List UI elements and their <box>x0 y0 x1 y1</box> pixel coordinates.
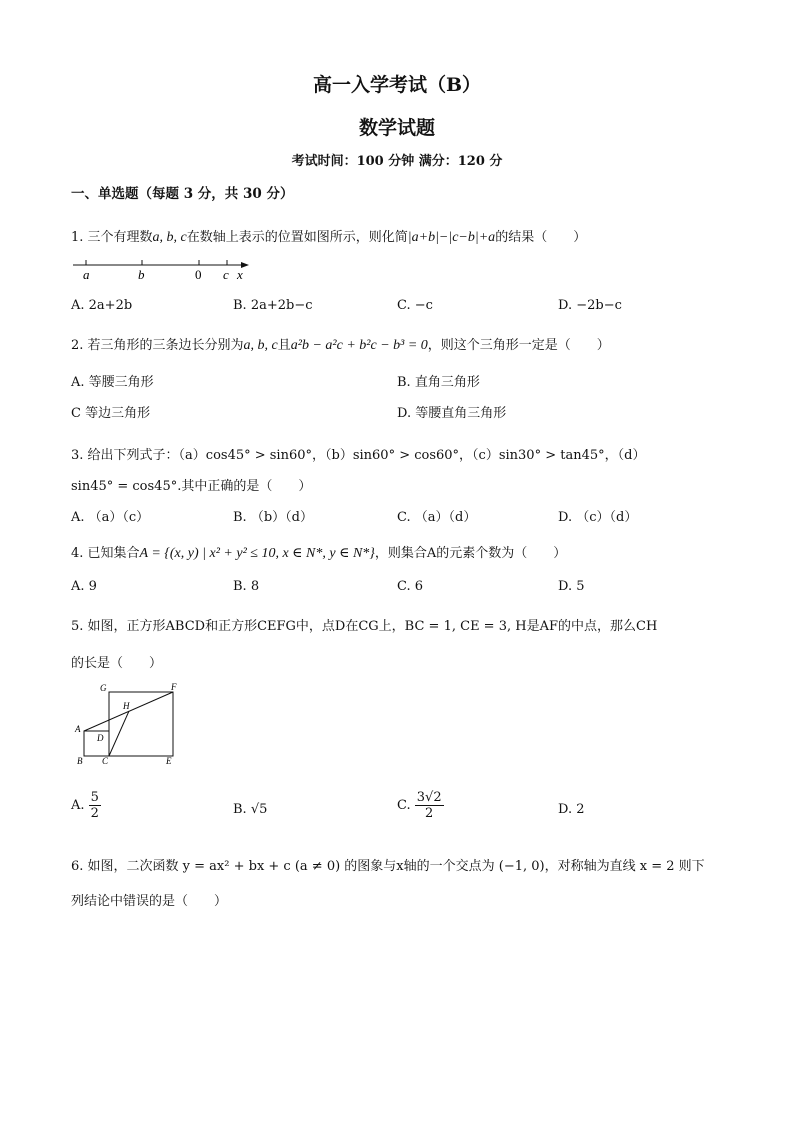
q1-option-c: C. −c <box>397 298 433 313</box>
q3-option-d: D. （c）（d） <box>558 510 638 525</box>
q2-option-b: B. 直角三角形 <box>397 375 480 390</box>
q2-prefix: 2. 若三角形的三条边长分别为 <box>71 338 244 353</box>
question-4 <box>71 542 566 562</box>
q3-option-c: C. （a）（d） <box>397 510 477 525</box>
fig-label-b: B <box>77 756 83 766</box>
q1-suffix: 的结果（ ） <box>495 230 587 245</box>
axis-label-b: b <box>138 267 145 282</box>
q4-option-b: B. 8 <box>233 579 260 594</box>
q1-mid: 在数轴上表示的位置如图所示，则化简 <box>186 230 408 245</box>
fig-label-a: A <box>75 724 81 734</box>
fig-label-e: E <box>166 756 172 766</box>
question-1 <box>71 226 586 246</box>
q2-option-d: D. 等腰直角三角形 <box>397 406 507 421</box>
q1-option-d: D. −2b−c <box>558 298 622 313</box>
q4-option-a: A. 9 <box>71 579 97 594</box>
question-6-line-2: 列结论中错误的是（ ） <box>71 894 228 909</box>
q1-prefix: 1. 三个有理数 <box>71 230 153 245</box>
q2-suffix: ，则这个三角形一定是（ ） <box>427 338 610 353</box>
exam-meta: 考试时间：100 分钟 满分：120 分 <box>291 154 503 169</box>
q2-vars: a, b, c <box>243 338 278 353</box>
q1-option-a: A. 2a+2b <box>71 298 133 313</box>
q1-vars: a, b, c <box>152 230 187 245</box>
q4-option-c: C. 6 <box>397 579 424 594</box>
q2-option-c: C 等边三角形 <box>71 406 151 421</box>
q5-option-a <box>71 790 101 821</box>
fig-label-c: C <box>102 756 109 766</box>
q5-option-c-fraction: $\frac{3√2}{2}$ <box>416 790 442 821</box>
squares-figure <box>71 680 191 772</box>
question-6-line-1: 6. 如图，二次函数 y = ax² + bx + c (a ≠ 0) 的图象与x轴的一个交点为 (−1, 0)，对称轴为直线 x = 2 则下 <box>71 859 705 874</box>
question-3-line-1: 3. 给出下列式子：（a）cos45° > sin60°，（b）sin60° > cos60°，（c）sin30° > tan45°，（d） <box>71 448 646 463</box>
q5-option-b: B. √5 <box>233 802 268 817</box>
q3-option-a: A. （a）（c） <box>71 510 150 525</box>
fig-label-d: D <box>97 733 104 743</box>
number-line-figure <box>71 256 261 284</box>
axis-label-c: c <box>223 267 229 282</box>
question-5-line-2: 的长是（ ） <box>71 656 163 671</box>
q2-mid: 且 <box>277 338 291 353</box>
section-heading: 一、单选题（每题 3 分，共 30 分） <box>71 186 294 202</box>
q5-option-c <box>397 790 444 821</box>
fig-label-g: G <box>100 683 107 693</box>
q3-option-b: B. （b）（d） <box>233 510 313 525</box>
axis-label-x: x <box>237 267 243 282</box>
q5-option-a-label: A. <box>71 798 85 813</box>
question-5-line-1: 5. 如图，正方形ABCD和正方形CEFG中，点D在CG上，BC = 1, CE = 3, H是AF的中点，那么CH <box>71 619 658 634</box>
axis-label-zero: 0 <box>195 267 202 282</box>
q1-option-b: B. 2a+2b−c <box>233 298 313 313</box>
axis-label-a: a <box>83 267 90 282</box>
fig-label-h: H <box>123 701 130 711</box>
exam-title: 高一入学考试（B） <box>312 74 482 96</box>
q2-option-a: A. 等腰三角形 <box>71 375 154 390</box>
q2-expression: a²b − a²c + b²c − b³ = 0 <box>290 338 428 353</box>
q4-prefix: 4. 已知集合 <box>71 546 140 561</box>
q5-option-c-label: C. <box>397 798 411 813</box>
question-2 <box>71 334 610 354</box>
q1-expression: |a+b|−|c−b|+a <box>407 230 496 245</box>
q4-expression: A = {(x, y) | x² + y² ≤ 10, x ∈ N*, y ∈ N*} <box>139 546 375 561</box>
q5-option-a-fraction: $\frac{5}{2}$ <box>90 790 99 821</box>
fig-label-f: F <box>171 682 177 692</box>
q4-option-d: D. 5 <box>558 579 585 594</box>
exam-subtitle: 数学试题 <box>358 117 435 139</box>
q4-suffix: ，则集合A的元素个数为（ ） <box>374 546 567 561</box>
question-3-line-2: sin45° = cos45°.其中正确的是（ ） <box>71 479 312 494</box>
q5-option-d: D. 2 <box>558 802 585 817</box>
